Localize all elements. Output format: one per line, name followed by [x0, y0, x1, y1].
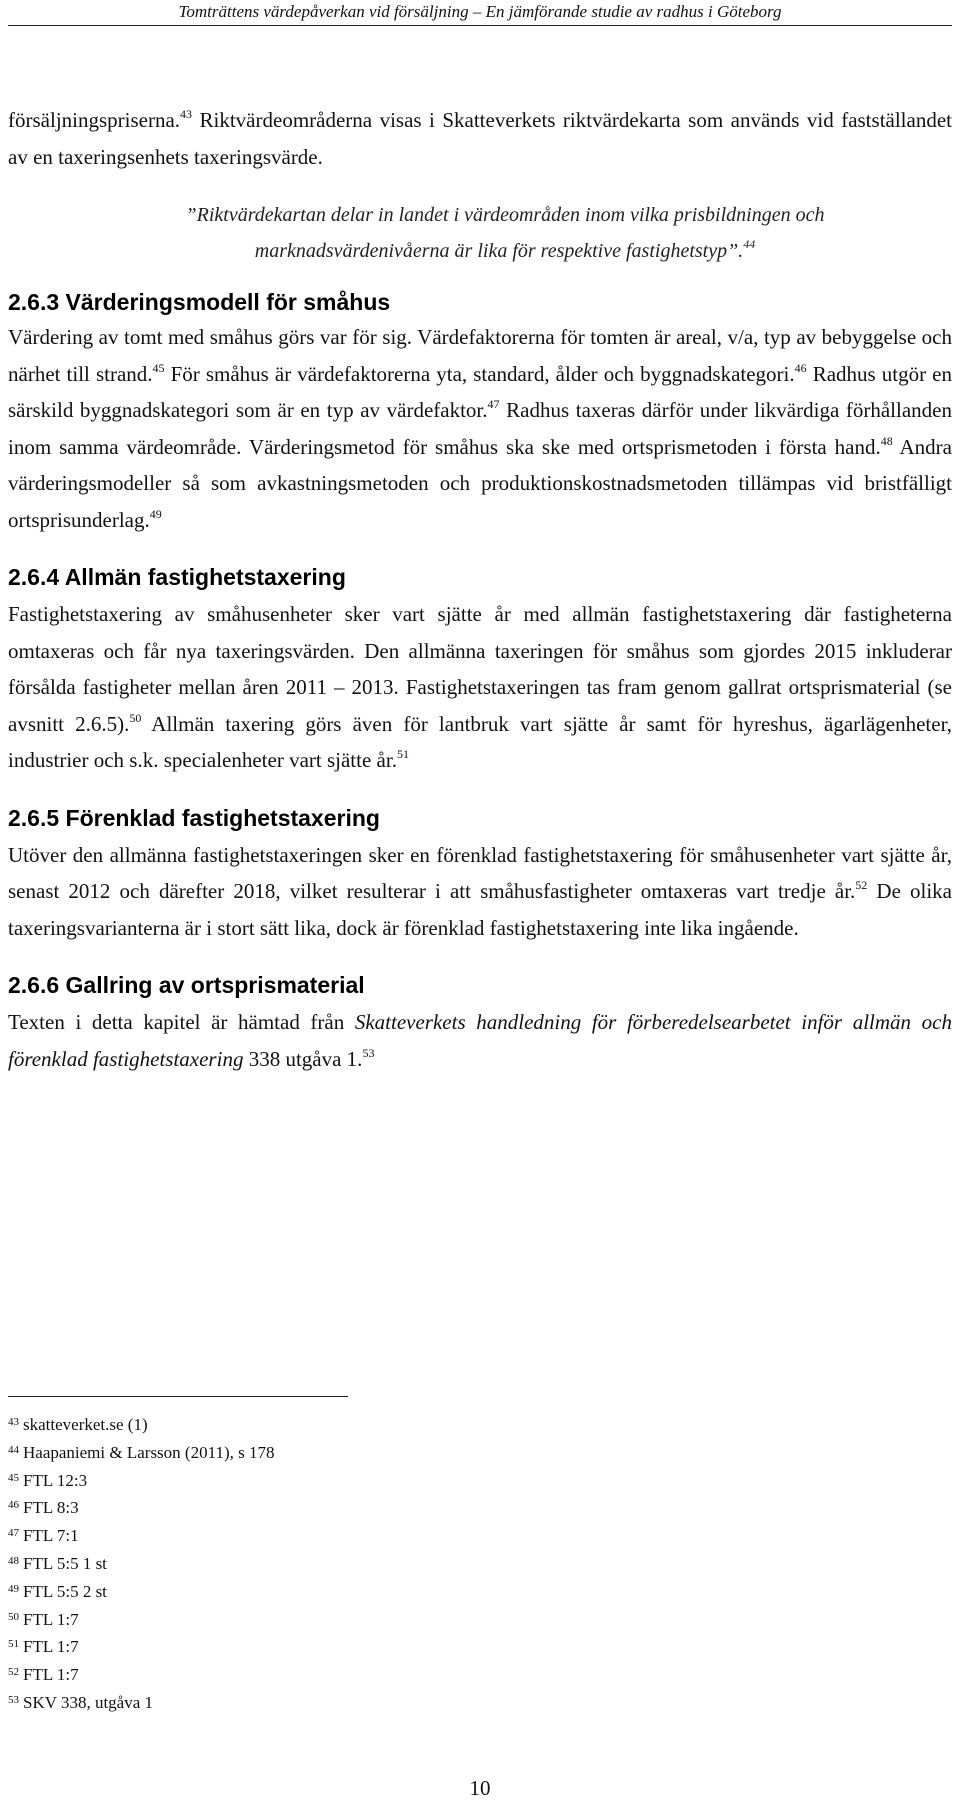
footnote-text: FTL 1:7 — [23, 1609, 79, 1629]
footnote-ref-52[interactable]: 52 — [855, 878, 868, 892]
footnote-number: 47 — [8, 1527, 19, 1540]
paragraph-2-6-3 — [8, 319, 952, 538]
block-quote — [108, 197, 902, 269]
footnote-ref-45[interactable]: 45 — [152, 360, 165, 375]
heading-2-6-4: 2.6.4 Allmän fastighetstaxering — [8, 564, 346, 590]
footnote-44 — [8, 1438, 608, 1466]
footnote-ref-50[interactable]: 50 — [129, 710, 142, 725]
text-run: Allmän taxering görs även för lantbruk vart sjätte år samt för hyreshus, ägarlägenheter, industrier och s.k. specialenheter vart sjätte år. — [8, 711, 952, 772]
footnotes — [8, 1410, 608, 1716]
intro-text: försäljningspriserna. — [8, 108, 181, 132]
footnote-text: FTL 1:7 — [23, 1665, 79, 1685]
footnote-48 — [8, 1549, 608, 1577]
footnote-text: Haapaniemi & Larsson (2011), s 178 — [23, 1442, 275, 1462]
text-run: Värdering av tomt med småhus görs var för sig. Värdefaktorerna för tomten är areal, v/a, typ av bebyggelse och närhet till strand. — [8, 325, 952, 386]
text-run: Andra värderingsmodeller så som avkastningsmetoden och produktionskostnadsmetoden tillämpas vid bristfälligt ortsprisunderlag. — [8, 434, 953, 532]
paragraph-2-6-4 — [8, 596, 952, 779]
body-content — [8, 102, 952, 1077]
footnote-ref-47[interactable]: 47 — [487, 397, 500, 411]
footnote-text: SKV 338, utgåva 1 — [23, 1692, 154, 1712]
footnote-ref-46[interactable]: 46 — [794, 360, 807, 375]
footnote-text: FTL 1:7 — [23, 1637, 79, 1657]
footnote-text: skatteverket.se (1) — [23, 1415, 148, 1434]
text-run: Texten i detta kapitel är hämtad från — [8, 1010, 355, 1034]
quote-text: ”Riktvärdekartan delar in landet i värdeområden inom vilka prisbildningen och marknadsvärdenivåerna är lika för respektive fastighetstyp”. — [185, 204, 825, 262]
intro-text-cont: Riktvärdeområderna visas i Skatteverkets riktvärdekarta som används vid fastställandet av en taxeringsenhets taxeringsvärde. — [8, 108, 952, 169]
footnote-ref-51[interactable]: 51 — [396, 747, 409, 761]
text-run: För småhus är värdefaktorerna yta, standard, ålder och byggnadskategori. — [164, 361, 795, 386]
footnote-ref-48[interactable]: 48 — [880, 433, 893, 448]
footnote-number: 48 — [8, 1554, 19, 1567]
footnote-number: 50 — [8, 1610, 19, 1623]
text-run: 338 utgåva 1. — [243, 1046, 363, 1071]
heading-2-6-5: 2.6.5 Förenklad fastighetstaxering — [8, 804, 380, 831]
footnote-number: 52 — [8, 1666, 19, 1679]
paragraph-2-6-5 — [8, 837, 952, 947]
running-header: Tomträttens värdepåverkan vid försäljning – En jämförande studie av radhus i Göteborg — [8, 2, 952, 26]
footnote-number: 49 — [8, 1582, 19, 1595]
intro-paragraph — [8, 102, 952, 175]
footnote-separator — [8, 1396, 348, 1397]
text-run: Fastighetstaxering av småhusenheter sker vart sjätte år med allmän fastighetstaxering där fastigheterna omtaxeras och får nya taxeringsvärden. Den allmänna taxeringen för småhus som gjordes 2015 inkluderar försålda fastigheter mellan åren 2011 – 2013. Fastighetstaxeringen tas fram genom gallrat ortsprismaterial (se avsnitt 2.6.5). — [8, 602, 952, 736]
text-run: De olika taxeringsvarianterna är i stort sätt lika, dock är förenklad fastighetstaxering inte lika ingående. — [8, 879, 952, 940]
footnote-45 — [8, 1466, 608, 1494]
footnote-text: FTL 8:3 — [23, 1498, 79, 1518]
footnote-43 — [8, 1410, 608, 1438]
footnote-49 — [8, 1577, 608, 1605]
footnote-ref-44[interactable]: 44 — [743, 237, 756, 251]
footnote-47 — [8, 1521, 608, 1549]
footnote-ref-49[interactable]: 49 — [149, 506, 162, 521]
footnote-ref-43[interactable]: 43 — [180, 107, 193, 121]
heading-2-6-3: 2.6.3 Värderingsmodell för småhus — [8, 289, 391, 315]
footnote-number: 51 — [8, 1638, 19, 1651]
footnote-text: FTL 5:5 1 st — [23, 1553, 107, 1573]
footnote-number: 43 — [8, 1416, 19, 1428]
footnote-number: 45 — [8, 1471, 19, 1484]
text-run: Utöver den allmänna fastighetstaxeringen sker en förenklad fastighetstaxering för småhusenheter vart sjätte år, senast 2012 och därefter 2018, vilket resulterar i att småhusfastigheter omtaxeras vart tredje år. — [8, 842, 952, 903]
footnote-number: 46 — [8, 1499, 19, 1512]
paragraph-2-6-6 — [8, 1004, 952, 1077]
footnote-number: 44 — [8, 1443, 19, 1456]
footnote-number: 53 — [8, 1693, 19, 1706]
footnote-51 — [8, 1632, 608, 1660]
footnote-52 — [8, 1660, 608, 1688]
page-number: 10 — [469, 1776, 491, 1800]
footnote-text: FTL 7:1 — [23, 1526, 79, 1546]
heading-2-6-6: 2.6.6 Gallring av ortsprismaterial — [8, 972, 365, 998]
footnote-text: FTL 12:3 — [23, 1470, 88, 1490]
footnote-text: FTL 5:5 2 st — [23, 1581, 107, 1601]
text-run: Radhus taxeras därför under likvärdiga förhållanden inom samma värdeområde. Värderingsmetod för småhus ska ske med ortsprismetoden i första hand. — [8, 398, 952, 459]
text-run: Radhus utgör en särskild byggnadskategori som är en typ av värdefaktor. — [8, 361, 952, 422]
footnote-ref-53[interactable]: 53 — [362, 1045, 375, 1060]
footnote-50 — [8, 1605, 608, 1633]
footnote-53 — [8, 1688, 608, 1716]
footnote-46 — [8, 1493, 608, 1521]
cited-work-title: Skatteverkets handledning för förberedelsearbetet inför allmän och förenklad fastighetstaxering — [8, 1010, 952, 1071]
